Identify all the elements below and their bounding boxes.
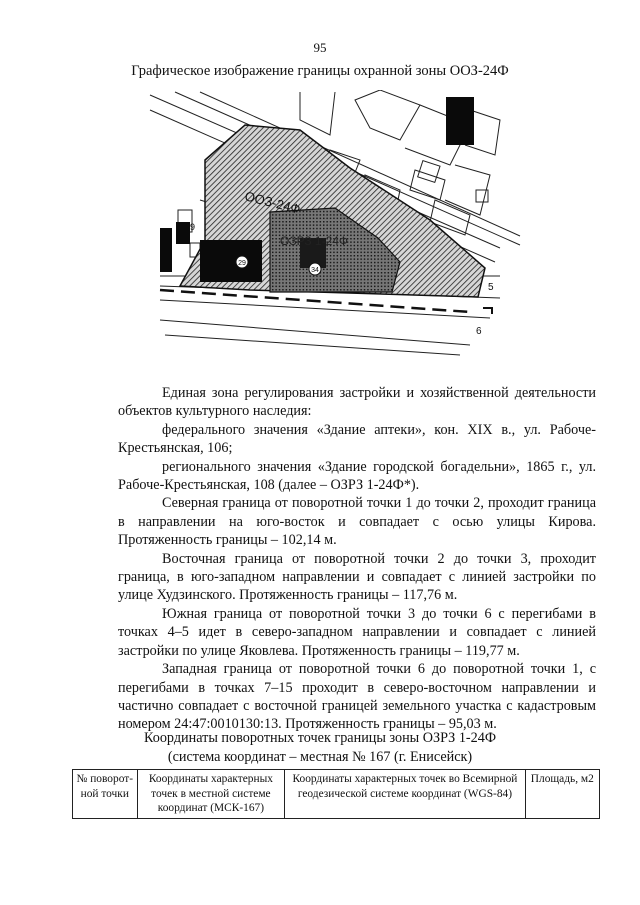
coordinates-table: [72, 769, 600, 819]
zone-boundary-map: [128, 90, 524, 358]
paragraph-federal: федерального значения «Здание аптеки», кон. XIX в., ул. Рабоче-Крестьянская, 106;: [118, 421, 596, 457]
building-number-34: [309, 263, 321, 275]
body-text: [118, 384, 596, 734]
header-wgs84-coords: Координаты характерных точек во Всемирной геодезической системе координат (WGS-84): [285, 770, 525, 819]
zone-label-ozrz: ОЗРЗ 1-24Ф: [280, 234, 349, 248]
paragraph-zone-intro: Единая зона регулирования застройки и хозяйственной деятельности объектов культурного наследия:: [118, 385, 596, 420]
point-label-5: 5: [488, 282, 494, 293]
page-title: Графическое изображение границы охранной зоны ООЗ-24Ф: [131, 63, 509, 79]
page-number: 95: [313, 40, 327, 55]
paragraph-west-boundary: Западная граница от поворотной точки 6 до поворотной точки 1, с перегибами в точках 7–15 проходит в северо-восточном направлении и частично совпадает с восточной границей земельного участка с кадастровым номером 24:47:0010130:13. Протяженность границы – 95,03 м.: [118, 661, 596, 733]
point-label-9: 9: [190, 222, 196, 232]
coords-title: Координаты поворотных точек границы зоны ОЗРЗ 1-24Ф: [143, 730, 497, 746]
header-point-number: № поворот-ной точки: [73, 770, 138, 819]
paragraph-south-boundary: Южная граница от поворотной точки 3 до точки 6 с перегибами в точках 4–5 идет в северо-западном направлении и совпадает с линией застройки по улице Яковлева. Протяженность границы – 119,77 м.: [118, 605, 596, 659]
paragraph-north-boundary: Северная граница от поворотной точки 1 до точки 2, проходит граница в направлении на юго-восток и совпадает с осью улицы Кирова. Протяженность границы – 102,14 м.: [118, 495, 596, 549]
paragraph-regional: регионального значения «Здание городской богадельни», 1865 г., ул. Рабоче-Крестьянская, 108 (далее – ОЗРЗ 1-24Ф*).: [118, 458, 596, 494]
svg-text:34: 34: [311, 267, 319, 274]
coords-subtitle: (система координат – местная № 167 (г. Енисейск): [167, 749, 473, 765]
building-number-29: [236, 256, 248, 268]
table-header-row: [73, 770, 600, 819]
svg-text:29: 29: [238, 260, 246, 267]
zone-label-ooz: ООЗ-24Ф: [243, 188, 302, 217]
header-area: Площадь, м2: [525, 770, 599, 819]
paragraph-east-boundary: Восточная граница от поворотной точки 2 до точки 3, проходит граница, в юго-западном направлении и совпадает с линией застройки по улице Худзинского. Протяженность границы – 117,76 м.: [118, 550, 596, 604]
header-local-coords: Координаты характерных точек в местной системе координат (МСК-167): [137, 770, 285, 819]
point-label-6: 6: [476, 326, 482, 337]
